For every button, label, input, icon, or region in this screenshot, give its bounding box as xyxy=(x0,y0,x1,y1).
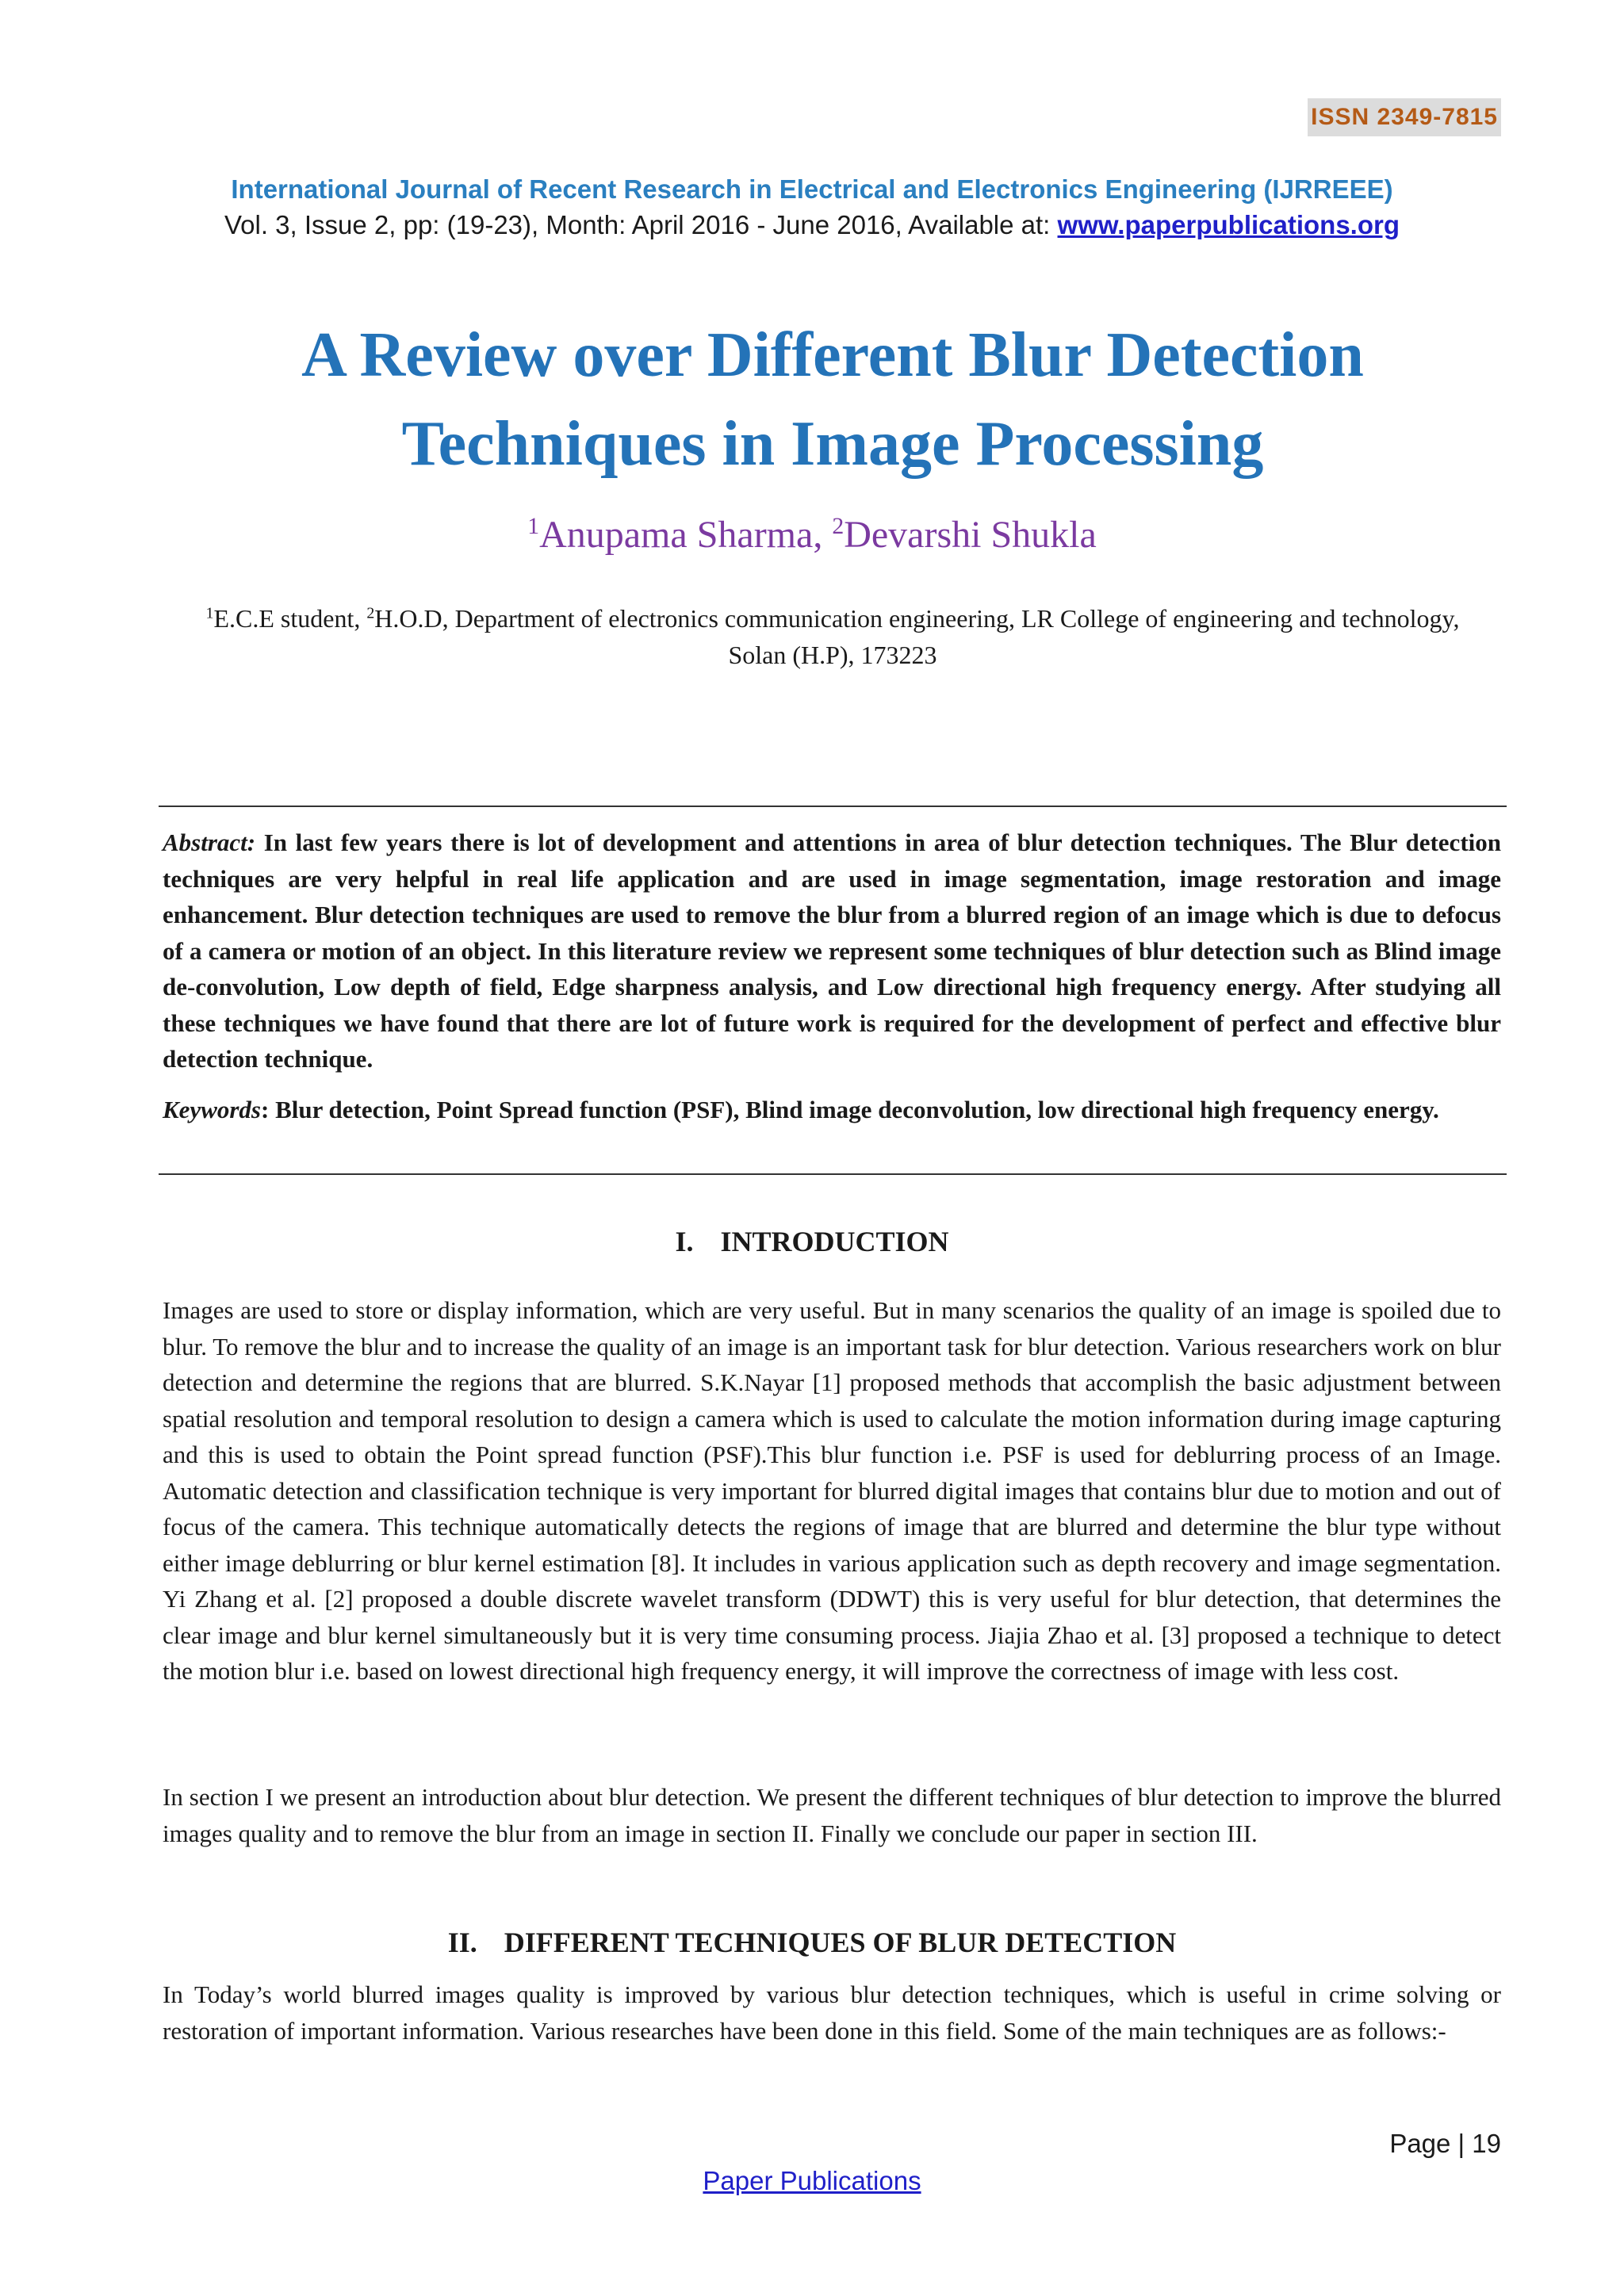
author2-name: Devarshi Shukla xyxy=(844,514,1097,556)
section-title: INTRODUCTION xyxy=(720,1226,949,1257)
techniques-paragraph-1: In Today’s world blurred images quality is improved by various blur detection techniques, which is useful in crime solving or restoration of important information. Various researches have been done in this field. Some of the main techniques are as follows:- xyxy=(163,1980,1501,2045)
divider-top xyxy=(159,806,1507,807)
author1-superscript: 1 xyxy=(527,513,540,539)
footer-publisher xyxy=(0,2164,1624,2198)
section-heading-introduction xyxy=(0,1223,1624,1260)
keywords-text: : Blur detection, Point Spread function (PSF), Blind image deconvolution, low directional high frequency energy. xyxy=(261,1096,1439,1123)
page-number: Page | 19 xyxy=(1389,2129,1501,2158)
affiliation1-text: E.C.E student, xyxy=(213,604,367,633)
journal-website-link[interactable]: www.paperpublications.org xyxy=(1057,210,1400,239)
section-heading-techniques xyxy=(0,1924,1624,1961)
author-list xyxy=(0,511,1624,559)
publisher-link[interactable]: Paper Publications xyxy=(703,2166,921,2195)
abstract-label: Abstract: xyxy=(163,828,256,856)
section-title: DIFFERENT TECHNIQUES OF BLUR DETECTION xyxy=(504,1927,1177,1958)
abstract xyxy=(163,825,1501,1077)
abstract-text: In last few years there is lot of development and attentions in area of blur detection techniques. The Blur detection techniques are very helpful in real life application and are used in image segmentation, image restoration and image enhancement. Blur detection techniques are used to remove the blur from a blurred region of an image which is due to defocus of a camera or motion of an object. In this literature review we represent some techniques of blur detection such as Blind image de-convolution, Low depth of field, Edge sharpness analysis, and Low directional high frequency energy. After studying all these techniques we have found that there are lot of future work is required for the development of perfect and effective blur detection technique. xyxy=(163,828,1501,1073)
author2-superscript: 2 xyxy=(832,513,845,539)
keywords-label: Keywords xyxy=(163,1096,261,1123)
affiliation1-superscript: 1 xyxy=(205,604,214,622)
intro-paragraph-1: Images are used to store or display information, which are very useful. But in many scenarios the quality of an image is spoiled due to blur. To remove the blur and to increase the quality of an image is an important task for blur detection. Various researchers work on blur detection and determine the regions that are blurred. S.K.Nayar [1] proposed methods that accomplish the basic adjustment between spatial resolution and temporal resolution to design a camera which is used to calculate the motion information during image capturing and this is used to obtain the Point spread function (PSF).This blur function i.e. PSF is used for deblurring process of an Image. Automatic detection and classification technique is very important for blurred digital images that contains blur due to motion and out of focus of the camera. This technique automatically detects the regions of image that are blurred and determine the blur type without either image deblurring or blur kernel estimation [8]. It includes in various application such as depth recovery and image segmentation. Yi Zhang et al. [2] proposed a double discrete wavelet transform (DDWT) this is very useful for blur detection, that determines the clear image and blur kernel simultaneously but it is very time consuming process. Jiajia Zhao et al. [3] proposed a technique to detect the motion blur i.e. based on lowest directional high frequency energy, it will improve the correctness of image with less cost. xyxy=(163,1296,1501,1685)
issn-badge: ISSN 2349-7815 xyxy=(1308,98,1501,136)
divider-bottom xyxy=(159,1173,1507,1175)
journal-meta-text: Vol. 3, Issue 2, pp: (19-23), Month: April 2016 - June 2016, Available at: xyxy=(224,210,1058,239)
section-number: II. xyxy=(447,1927,477,1958)
section-number: I. xyxy=(675,1226,694,1257)
journal-meta xyxy=(0,209,1624,242)
keywords xyxy=(163,1092,1501,1128)
intro-paragraph-2: In section I we present an introduction about blur detection. We present the different techniques of blur detection to improve the blurred images quality and to remove the blur from an image in section II. Finally we conclude our paper in section III. xyxy=(163,1783,1501,1847)
journal-name: International Journal of Recent Research in Electrical and Electronics Engineering (IJRREEE) xyxy=(231,174,1393,204)
paper-title: A Review over Different Blur Detection Techniques in Image Processing xyxy=(301,320,1364,479)
author1-name: Anupama Sharma, xyxy=(539,514,833,556)
affiliation xyxy=(198,600,1467,673)
affiliation2-superscript: 2 xyxy=(366,604,375,622)
affiliation2-text: H.O.D, Department of electronics communication engineering, LR College of engineering and technology, Solan (H.P), 173223 xyxy=(374,604,1460,669)
